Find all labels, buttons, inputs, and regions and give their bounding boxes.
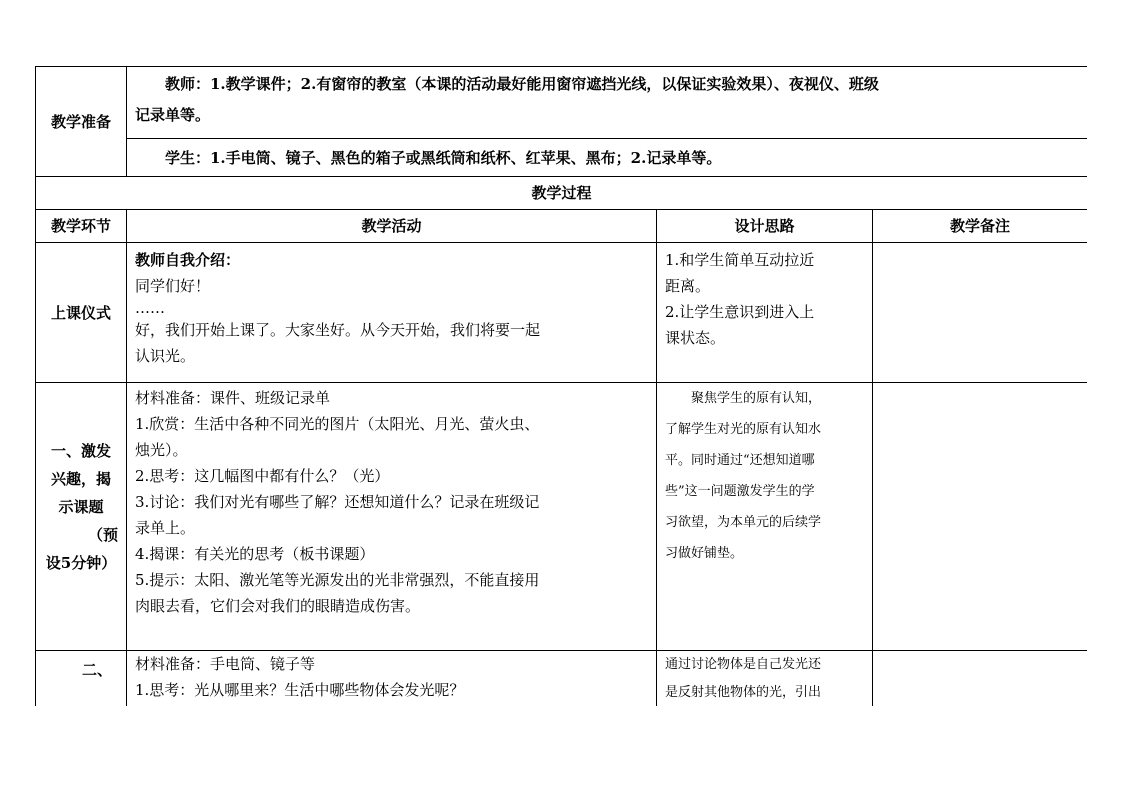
stage-cell <box>36 383 127 651</box>
stage-line: 设5分钟） <box>45 553 117 572</box>
activity-line: 3.讨论：我们对光有哪些了解？还想知道什么？记录在班级记 <box>135 493 540 511</box>
design-line: 是反射其他物体的光，引出 <box>665 685 822 700</box>
prep-label: 教学准备 <box>36 67 127 177</box>
activity-line: 4.揭课：有关光的思考（板书课题） <box>135 545 375 563</box>
design-line: 距离。 <box>665 277 711 295</box>
design-cell <box>657 651 873 707</box>
stage-cell <box>36 651 127 707</box>
table-row <box>36 651 1088 707</box>
note-cell <box>873 243 1088 383</box>
design-line: 聚焦学生的原有认知， <box>691 391 822 406</box>
stage-line: 上课仪式 <box>50 303 111 322</box>
activity-line: 烛光）。 <box>135 441 188 459</box>
design-line: 通过讨论物体是自己发光还 <box>665 657 822 672</box>
header-row <box>36 210 1088 243</box>
note-cell <box>873 651 1088 707</box>
design-line: 2.让学生意识到进入上 <box>665 303 815 321</box>
activity-line: 肉眼去看，它们会对我们的眼睛造成伤害。 <box>135 597 421 615</box>
design-line: 了解学生对光的原有认知水 <box>665 422 822 437</box>
design-line: 1.和学生简单互动拉近 <box>665 251 815 269</box>
activity-line: 同学们好！ <box>135 277 211 295</box>
design-line: 些”这一问题激发学生的学 <box>665 484 815 499</box>
activity-line: 5.提示：太阳、激光笔等光源发出的光非常强烈，不能直接用 <box>135 571 540 589</box>
header-notes: 教学备注 <box>873 210 1088 243</box>
student-prep-line: 学生：1.手电筒、镜子、黑色的箱子或黑纸筒和纸杯、红苹果、黑布；2.记录单等。 <box>165 148 722 167</box>
design-line: 课状态。 <box>665 329 726 347</box>
stage-line: 一、激发 <box>50 441 111 460</box>
note-cell <box>873 383 1088 651</box>
activity-line: 1.欣赏：生活中各种不同光的图片（太阳光、月光、萤火虫、 <box>135 415 540 433</box>
activity-line: 2.思考：这几幅图中都有什么？（光） <box>135 467 390 485</box>
activity-line: 教师自我介绍： <box>135 251 241 269</box>
design-line: 习做好铺垫。 <box>665 546 744 561</box>
design-line: 习欲望，为本单元的后续学 <box>665 515 822 530</box>
header-activity: 教学活动 <box>127 210 657 243</box>
table-row <box>36 383 1088 651</box>
activity-cell <box>127 651 657 707</box>
design-line: 平。同时通过“还想知道哪 <box>665 453 815 468</box>
process-title: 教学过程 <box>36 177 1088 210</box>
design-cell <box>657 243 873 383</box>
design-cell <box>657 383 873 651</box>
header-stage: 教学环节 <box>36 210 127 243</box>
student-prep-row <box>36 139 1088 177</box>
process-title-row <box>36 177 1088 210</box>
stage-line: 兴趣，揭 <box>50 469 111 488</box>
stage-line: 二、 <box>81 661 112 679</box>
activity-line: 材料准备：手电筒、镜子等 <box>135 655 316 673</box>
teacher-prep-cell <box>127 67 1088 139</box>
teacher-prep-row <box>36 67 1088 139</box>
lesson-plan-table <box>35 66 1087 706</box>
teacher-prep-line-1: 教师：1.教学课件；2.有窗帘的教室（本课的活动最好能用窗帘遮挡光线，以保证实验效果）、夜视仪、班级 <box>165 75 879 93</box>
teacher-prep-line-2: 记录单等。 <box>135 106 211 124</box>
student-prep-cell <box>127 139 1088 177</box>
stage-line: （预 <box>87 525 118 544</box>
table-row <box>36 243 1088 383</box>
activity-line: 1.思考：光从哪里来？生活中哪些物体会发光呢？ <box>135 681 465 699</box>
header-design: 设计思路 <box>657 210 873 243</box>
activity-line: 认识光。 <box>135 347 196 365</box>
activity-line: 录单上。 <box>135 519 196 537</box>
activity-line: …… <box>135 299 165 317</box>
activity-line: 好，我们开始上课了。大家坐好。从今天开始，我们将要一起 <box>135 321 541 339</box>
activity-cell <box>127 383 657 651</box>
stage-line: 示课题 <box>58 497 104 516</box>
activity-line: 材料准备：课件、班级记录单 <box>135 389 331 407</box>
activity-cell <box>127 243 657 383</box>
lesson-plan-sheet <box>35 66 1087 706</box>
stage-cell <box>36 243 127 383</box>
